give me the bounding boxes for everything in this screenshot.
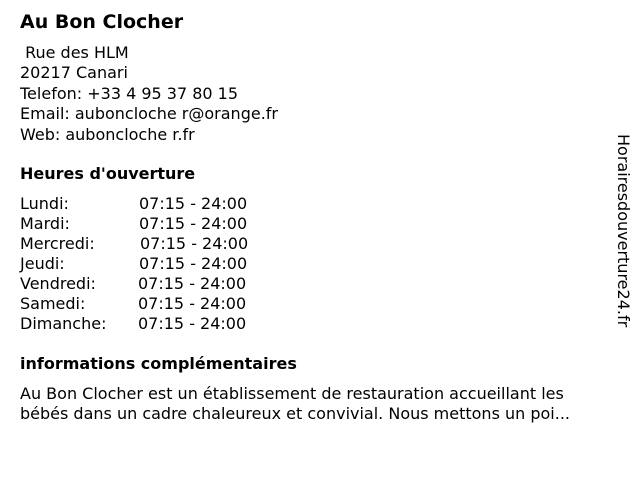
day-label: Mardi: bbox=[20, 214, 70, 233]
website: Web: auboncloche r.fr bbox=[20, 124, 195, 144]
additional-info-heading: informations complémentaires bbox=[20, 354, 297, 373]
time-range: 07:15 - 24:00 bbox=[139, 214, 248, 233]
time-range: 07:15 - 24:00 bbox=[138, 314, 247, 333]
day-label: Mercredi: bbox=[20, 234, 95, 253]
business-description bbox=[20, 384, 620, 424]
description-line: Au Bon Clocher est un établissement de restauration accueillant les bbox=[20, 384, 564, 403]
description-line: bébés dans un cadre chaleureux et convivial. Nous mettons un poi... bbox=[20, 404, 571, 423]
hours-row-lundi bbox=[20, 194, 320, 214]
time-range: 07:15 - 24:00 bbox=[139, 254, 248, 273]
time-range: 07:15 - 24:00 bbox=[139, 194, 248, 213]
business-name: Au Bon Clocher bbox=[20, 11, 184, 33]
opening-hours-table bbox=[20, 194, 320, 334]
day-label: Jeudi: bbox=[20, 254, 65, 273]
contact-block bbox=[20, 43, 278, 145]
hours-row-mardi bbox=[20, 214, 320, 234]
time-range: 07:15 - 24:00 bbox=[138, 274, 247, 293]
day-label: Vendredi: bbox=[20, 274, 96, 293]
hours-row-dimanche bbox=[20, 314, 320, 334]
time-range: 07:15 - 24:00 bbox=[138, 294, 247, 313]
street-address: Rue des HLM bbox=[20, 43, 129, 62]
city: 20217 Canari bbox=[20, 63, 128, 83]
phone: Telefon: +33 4 95 37 80 15 bbox=[20, 83, 239, 103]
time-range: 07:15 - 24:00 bbox=[140, 234, 249, 253]
opening-hours-heading: Heures d'ouverture bbox=[20, 164, 196, 183]
hours-row-vendredi bbox=[20, 274, 320, 294]
day-label: Dimanche: bbox=[20, 314, 107, 333]
site-brand-watermark: Horairesdouverture24.fr bbox=[614, 134, 633, 328]
hours-row-samedi bbox=[20, 294, 320, 314]
email: Email: auboncloche r@orange.fr bbox=[20, 104, 278, 124]
hours-row-mercredi bbox=[20, 234, 320, 254]
day-label: Lundi: bbox=[20, 194, 69, 213]
hours-row-jeudi bbox=[20, 254, 320, 274]
day-label: Samedi: bbox=[20, 294, 86, 313]
